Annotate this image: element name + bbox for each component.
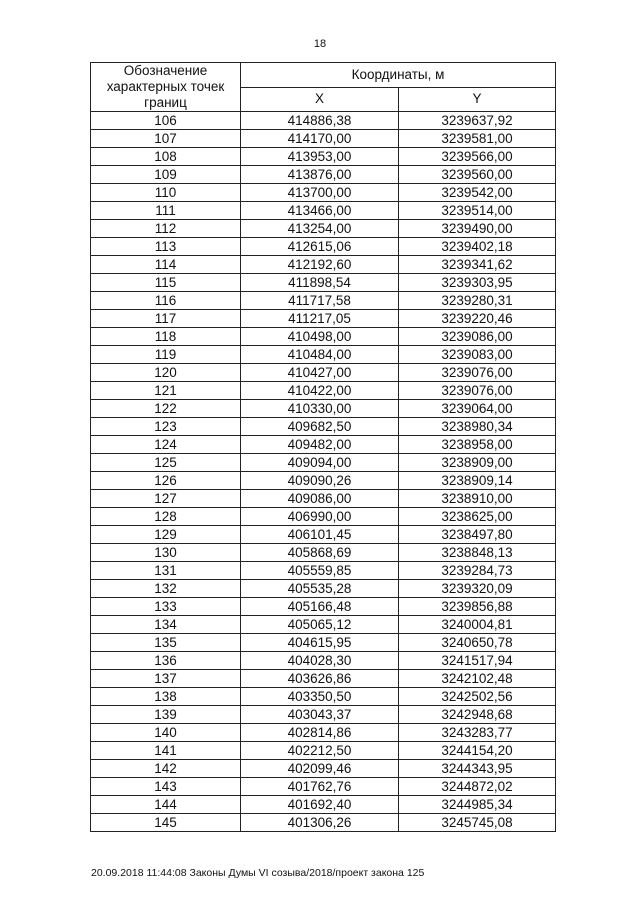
table-row	[91, 634, 556, 652]
x-coordinate-cell: 406990,00	[241, 508, 399, 526]
y-coordinate-cell: 3238625,00	[399, 508, 556, 526]
x-coordinate-cell: 409682,50	[241, 418, 399, 436]
x-coordinate-cell: 402099,46	[241, 760, 399, 778]
table-row	[91, 760, 556, 778]
x-coordinate-cell: 409482,00	[241, 436, 399, 454]
point-id-cell: 114	[91, 256, 241, 274]
x-coordinate-cell: 409086,00	[241, 490, 399, 508]
table-row	[91, 292, 556, 310]
point-id-cell: 122	[91, 400, 241, 418]
point-id-cell: 140	[91, 724, 241, 742]
x-coordinate-cell: 405868,69	[241, 544, 399, 562]
x-coordinate-cell: 403626,86	[241, 670, 399, 688]
table-row	[91, 526, 556, 544]
y-coordinate-cell: 3239490,00	[399, 220, 556, 238]
point-id-cell: 137	[91, 670, 241, 688]
x-coordinate-cell: 410330,00	[241, 400, 399, 418]
y-coordinate-cell: 3238909,00	[399, 454, 556, 472]
y-coordinate-cell: 3239542,00	[399, 184, 556, 202]
y-coordinate-cell: 3239280,31	[399, 292, 556, 310]
y-coordinate-cell: 3244154,20	[399, 742, 556, 760]
y-coordinate-cell: 3239566,00	[399, 148, 556, 166]
table-row	[91, 418, 556, 436]
table-row	[91, 706, 556, 724]
y-coordinate-cell: 3239303,95	[399, 274, 556, 292]
point-id-cell: 113	[91, 238, 241, 256]
table-row	[91, 724, 556, 742]
point-id-cell: 115	[91, 274, 241, 292]
x-coordinate-cell: 411898,54	[241, 274, 399, 292]
point-id-cell: 127	[91, 490, 241, 508]
y-coordinate-cell: 3244985,34	[399, 796, 556, 814]
point-id-cell: 145	[91, 814, 241, 832]
table-row	[91, 364, 556, 382]
table-row	[91, 166, 556, 184]
point-id-cell: 134	[91, 616, 241, 634]
x-coordinate-cell: 409090,26	[241, 472, 399, 490]
table-row	[91, 796, 556, 814]
x-coordinate-cell: 413953,00	[241, 148, 399, 166]
x-coordinate-cell: 412615,06	[241, 238, 399, 256]
point-id-cell: 106	[91, 112, 241, 130]
table-row	[91, 454, 556, 472]
table-row	[91, 472, 556, 490]
table-row	[91, 346, 556, 364]
x-coordinate-cell: 405535,28	[241, 580, 399, 598]
point-id-cell: 111	[91, 202, 241, 220]
x-coordinate-cell: 412192,60	[241, 256, 399, 274]
table-row	[91, 220, 556, 238]
point-id-cell: 125	[91, 454, 241, 472]
table-row	[91, 580, 556, 598]
x-coordinate-cell: 402212,50	[241, 742, 399, 760]
y-coordinate-cell: 3238909,14	[399, 472, 556, 490]
point-id-cell: 123	[91, 418, 241, 436]
y-coordinate-cell: 3245745,08	[399, 814, 556, 832]
x-coordinate-cell: 414170,00	[241, 130, 399, 148]
x-coordinate-cell: 404615,95	[241, 634, 399, 652]
x-coordinate-cell: 410422,00	[241, 382, 399, 400]
point-id-cell: 107	[91, 130, 241, 148]
y-coordinate-cell: 3238980,34	[399, 418, 556, 436]
y-coordinate-cell: 3239064,00	[399, 400, 556, 418]
point-id-cell: 112	[91, 220, 241, 238]
table-row	[91, 490, 556, 508]
point-id-cell: 128	[91, 508, 241, 526]
x-coordinate-cell: 403350,50	[241, 688, 399, 706]
y-coordinate-cell: 3242502,56	[399, 688, 556, 706]
table-row	[91, 436, 556, 454]
table-row	[91, 670, 556, 688]
y-coordinate-cell: 3239637,92	[399, 112, 556, 130]
x-coordinate-cell: 411217,05	[241, 310, 399, 328]
point-id-cell: 108	[91, 148, 241, 166]
x-coordinate-cell: 402814,86	[241, 724, 399, 742]
x-coordinate-cell: 410427,00	[241, 364, 399, 382]
table-row	[91, 742, 556, 760]
y-coordinate-cell: 3243283,77	[399, 724, 556, 742]
table-row	[91, 814, 556, 832]
y-coordinate-cell: 3239076,00	[399, 364, 556, 382]
point-id-cell: 139	[91, 706, 241, 724]
x-coordinate-cell: 413876,00	[241, 166, 399, 184]
header-point-designation: Обозначение характерных точек границ	[91, 63, 241, 112]
x-coordinate-cell: 403043,37	[241, 706, 399, 724]
y-coordinate-cell: 3239076,00	[399, 382, 556, 400]
x-coordinate-cell: 411717,58	[241, 292, 399, 310]
table-row	[91, 274, 556, 292]
x-coordinate-cell: 414886,38	[241, 112, 399, 130]
table-row	[91, 544, 556, 562]
point-id-cell: 110	[91, 184, 241, 202]
table-row	[91, 202, 556, 220]
x-coordinate-cell: 413700,00	[241, 184, 399, 202]
y-coordinate-cell: 3238497,80	[399, 526, 556, 544]
y-coordinate-cell: 3244872,02	[399, 778, 556, 796]
y-coordinate-cell: 3244343,95	[399, 760, 556, 778]
point-id-cell: 117	[91, 310, 241, 328]
table-row	[91, 598, 556, 616]
table-body	[91, 112, 556, 832]
header-x: X	[241, 87, 399, 112]
y-coordinate-cell: 3239560,00	[399, 166, 556, 184]
x-coordinate-cell: 405065,12	[241, 616, 399, 634]
y-coordinate-cell: 3239083,00	[399, 346, 556, 364]
y-coordinate-cell: 3238958,00	[399, 436, 556, 454]
table-row	[91, 562, 556, 580]
x-coordinate-cell: 409094,00	[241, 454, 399, 472]
point-id-cell: 129	[91, 526, 241, 544]
table-row	[91, 652, 556, 670]
y-coordinate-cell: 3241517,94	[399, 652, 556, 670]
table-row	[91, 310, 556, 328]
table-row	[91, 130, 556, 148]
point-id-cell: 144	[91, 796, 241, 814]
x-coordinate-cell: 405166,48	[241, 598, 399, 616]
x-coordinate-cell: 413466,00	[241, 202, 399, 220]
y-coordinate-cell: 3240650,78	[399, 634, 556, 652]
table-row	[91, 112, 556, 130]
table-row	[91, 508, 556, 526]
x-coordinate-cell: 401692,40	[241, 796, 399, 814]
y-coordinate-cell: 3239402,18	[399, 238, 556, 256]
point-id-cell: 136	[91, 652, 241, 670]
point-id-cell: 133	[91, 598, 241, 616]
point-id-cell: 109	[91, 166, 241, 184]
point-id-cell: 116	[91, 292, 241, 310]
table-row	[91, 382, 556, 400]
point-id-cell: 119	[91, 346, 241, 364]
x-coordinate-cell: 404028,30	[241, 652, 399, 670]
table-row	[91, 778, 556, 796]
header-coordinates: Координаты, м	[241, 63, 556, 88]
table-row	[91, 616, 556, 634]
y-coordinate-cell: 3239086,00	[399, 328, 556, 346]
point-id-cell: 121	[91, 382, 241, 400]
table-row	[91, 328, 556, 346]
y-coordinate-cell: 3238910,00	[399, 490, 556, 508]
header-y: Y	[399, 87, 556, 112]
page-number: 18	[313, 38, 327, 50]
table-row	[91, 256, 556, 274]
point-id-cell: 141	[91, 742, 241, 760]
x-coordinate-cell: 410484,00	[241, 346, 399, 364]
table-row	[91, 148, 556, 166]
table-row	[91, 688, 556, 706]
y-coordinate-cell: 3242102,48	[399, 670, 556, 688]
point-id-cell: 142	[91, 760, 241, 778]
y-coordinate-cell: 3239856,88	[399, 598, 556, 616]
point-id-cell: 124	[91, 436, 241, 454]
y-coordinate-cell: 3238848,13	[399, 544, 556, 562]
point-id-cell: 132	[91, 580, 241, 598]
point-id-cell: 131	[91, 562, 241, 580]
table-row	[91, 238, 556, 256]
x-coordinate-cell: 410498,00	[241, 328, 399, 346]
point-id-cell: 120	[91, 364, 241, 382]
point-id-cell: 130	[91, 544, 241, 562]
x-coordinate-cell: 413254,00	[241, 220, 399, 238]
x-coordinate-cell: 401306,26	[241, 814, 399, 832]
table-row	[91, 400, 556, 418]
footer-text: 20.09.2018 11:44:08 Законы Думы VI созыва/2018/проект закона 125	[91, 867, 425, 879]
point-id-cell: 118	[91, 328, 241, 346]
y-coordinate-cell: 3239220,46	[399, 310, 556, 328]
y-coordinate-cell: 3240004,81	[399, 616, 556, 634]
coordinates-table	[90, 62, 556, 832]
point-id-cell: 135	[91, 634, 241, 652]
x-coordinate-cell: 401762,76	[241, 778, 399, 796]
y-coordinate-cell: 3239284,73	[399, 562, 556, 580]
y-coordinate-cell: 3239320,09	[399, 580, 556, 598]
table-row	[91, 184, 556, 202]
x-coordinate-cell: 405559,85	[241, 562, 399, 580]
x-coordinate-cell: 406101,45	[241, 526, 399, 544]
y-coordinate-cell: 3242948,68	[399, 706, 556, 724]
point-id-cell: 138	[91, 688, 241, 706]
point-id-cell: 143	[91, 778, 241, 796]
y-coordinate-cell: 3239514,00	[399, 202, 556, 220]
point-id-cell: 126	[91, 472, 241, 490]
y-coordinate-cell: 3239581,00	[399, 130, 556, 148]
y-coordinate-cell: 3239341,62	[399, 256, 556, 274]
